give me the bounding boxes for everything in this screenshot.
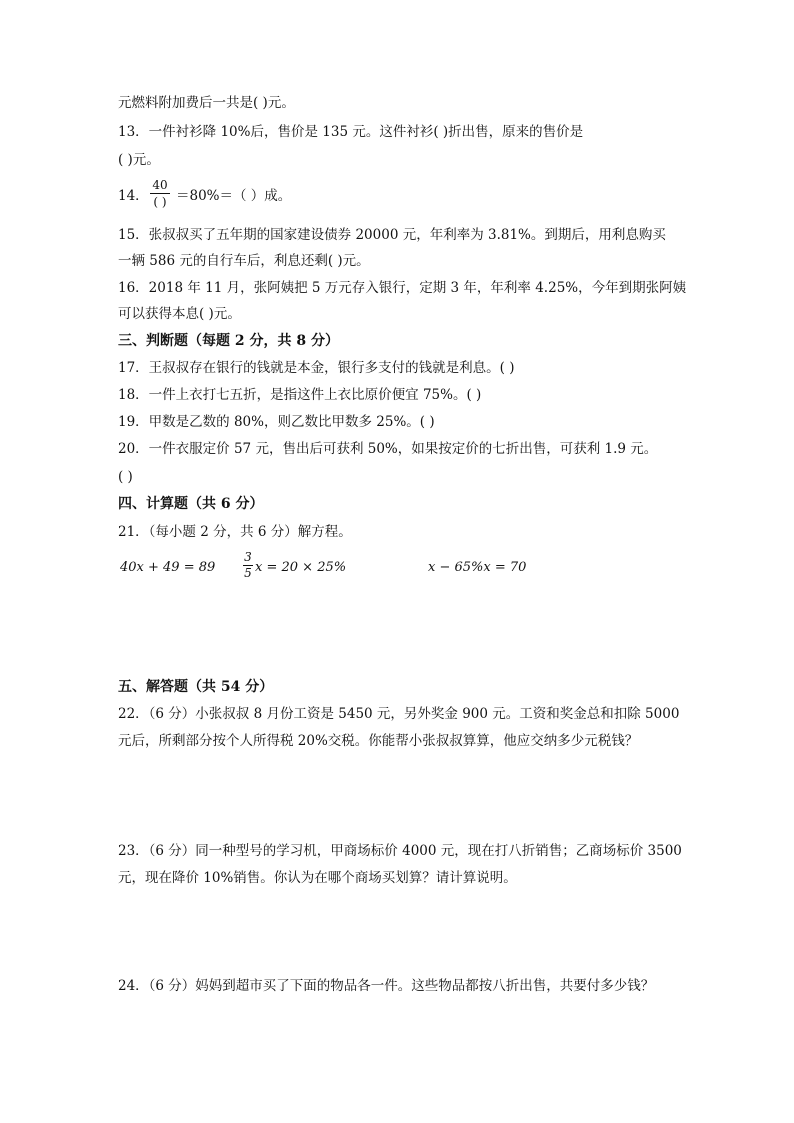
question-15-line-1: 15．张叔叔买了五年期的国家建设债券 20000 元，年利率为 3.81%。到期后，用利息购买 <box>118 227 666 243</box>
section-3-heading: 三、判断题（每题 2 分，共 8 分） <box>118 333 339 349</box>
equation-1: 40x + 49 = 89 <box>120 560 216 575</box>
fraction-numerator: 40 <box>152 178 168 192</box>
section-4-heading: 四、计算题（共 6 分） <box>118 496 264 512</box>
question-14-suffix: ＝80%＝（ ）成。 <box>176 188 292 204</box>
question-18: 18．一件上衣打七五折，是指这件上衣比原价便宜 75%。( ) <box>118 387 482 403</box>
equation-2-fraction <box>243 551 253 580</box>
question-16-line-2: 可以获得本息( )元。 <box>118 306 241 322</box>
question-24: 24．（6 分）妈妈到超市买了下面的物品各一件。这些物品都按八折出售，共要付多少钱？ <box>118 978 655 994</box>
question-15-line-2: 一辆 586 元的自行车后，利息还剩( )元。 <box>118 253 370 269</box>
question-22-line-2: 元后，所剩部分按个人所得税 20%交税。你能帮小张叔叔算算，他应交纳多少元税钱？ <box>118 733 639 749</box>
question-13-line-1: 13．一件衬衫降 10%后，售价是 135 元。这件衬衫( )折出售，原来的售价是 <box>118 124 584 140</box>
eq2-denominator: 5 <box>244 566 252 580</box>
question-22-line-1: 22．（6 分）小张叔叔 8 月份工资是 5450 元，另外奖金 900 元。工资和奖金总和扣除 5000 <box>118 706 680 722</box>
question-16-line-1: 16．2018 年 11 月，张阿姨把 5 万元存入银行，定期 3 年，年利率 4.25%，今年到期张阿姨 <box>118 280 687 296</box>
section-5-heading: 五、解答题（共 54 分） <box>118 679 274 695</box>
equation-2: x = 20 × 25% <box>255 560 347 575</box>
equation-3: x − 65%x = 70 <box>428 560 527 575</box>
question-21: 21．（每小题 2 分，共 6 分）解方程。 <box>118 524 352 540</box>
fraction-bar <box>150 193 170 194</box>
question-13-line-2: ( )元。 <box>118 152 160 168</box>
question-14-prefix: 14． <box>118 188 149 204</box>
eq2-numerator: 3 <box>244 550 252 564</box>
question-17: 17．王叔叔存在银行的钱就是本金，银行多支付的钱就是利息。( ) <box>118 360 515 376</box>
line-12-continuation: 元燃料附加费后一共是( )元。 <box>118 95 295 111</box>
question-23-line-2: 元，现在降价 10%销售。你认为在哪个商场买划算？请计算说明。 <box>118 870 517 886</box>
question-14-fraction <box>150 178 170 209</box>
question-20-line-2: ( ) <box>118 469 133 485</box>
question-23-line-1: 23．（6 分）同一种型号的学习机，甲商场标价 4000 元，现在打八折销售；乙商场标价 3500 <box>118 843 682 859</box>
fraction-denominator: ( ) <box>153 195 167 209</box>
question-20-line-1: 20．一件衣服定价 57 元，售出后可获利 50%，如果按定价的七折出售，可获利 1.9 元。 <box>118 441 658 457</box>
question-19: 19．甲数是乙数的 80%，则乙数比甲数多 25%。( ) <box>118 414 435 430</box>
